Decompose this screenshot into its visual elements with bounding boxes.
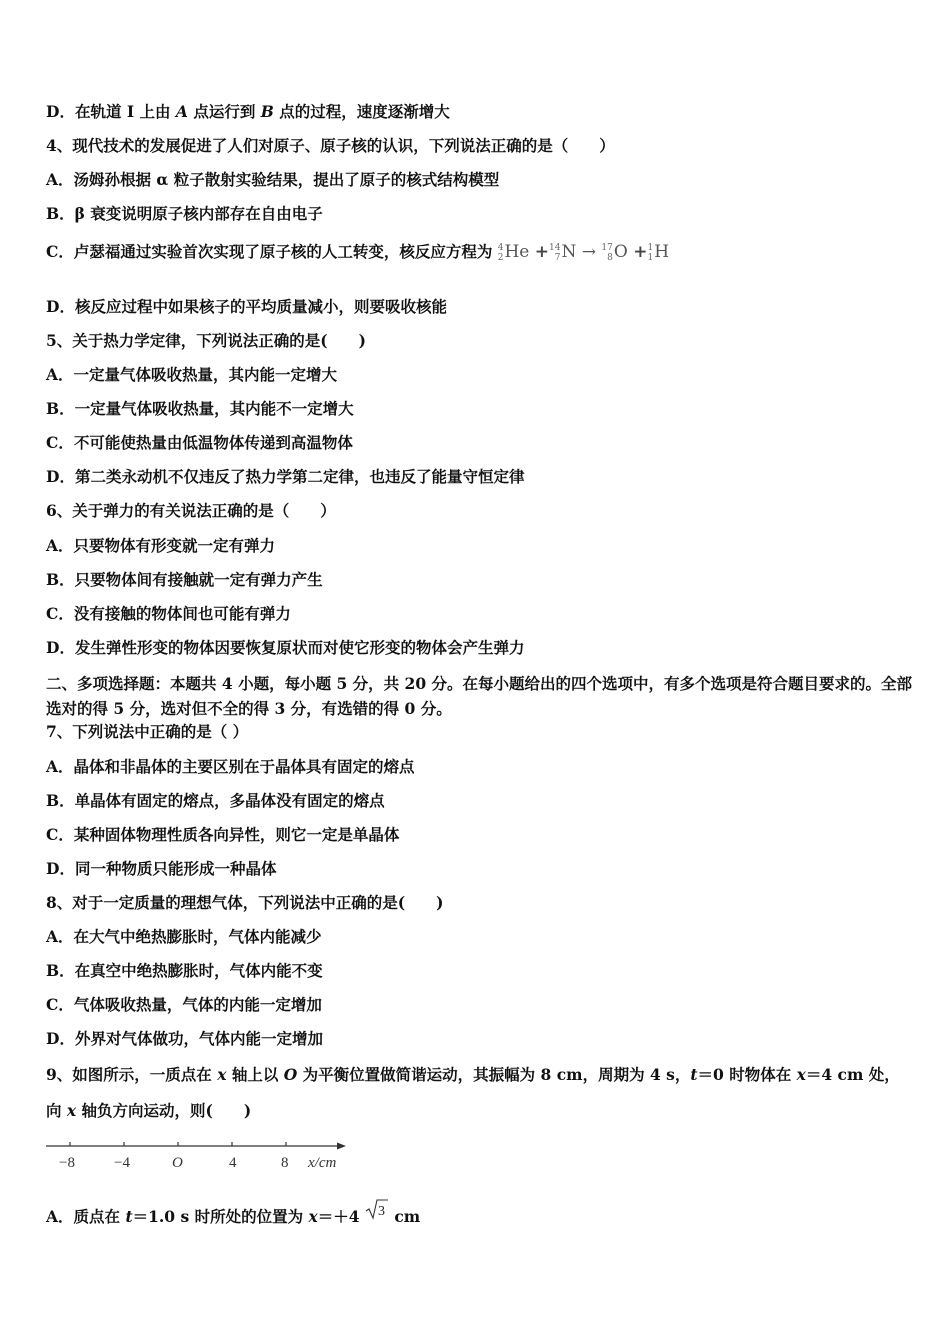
section-2-instructions: 二、多项选择题：本题共 4 小题，每小题 5 分，共 20 分。在每小题给出的四个选项中，有多个选项是符合题目要求的。全部选对的得 5 分，选对但不全的得 3 分，有选错的得 0 分。 <box>46 674 913 718</box>
axis-arrow <box>337 1143 346 1150</box>
q8-option-a: A．在大气中绝热膨胀时，气体内能减少 <box>46 927 322 946</box>
tick-label: 4 <box>229 1155 237 1171</box>
q6-option-b: B．只要物体间有接触就一定有弹力产生 <box>46 570 323 589</box>
tick-label: 8 <box>281 1155 289 1171</box>
q6-option-c: C．没有接触的物体间也可能有弹力 <box>46 604 291 623</box>
q4-option-a: A．汤姆孙根据 α 粒子散射实验结果，提出了原子的核式结构模型 <box>46 170 500 189</box>
option-d-orbit: D．在轨道 I 上由 A 点运行到 B 点的过程，速度逐渐增大 <box>46 102 450 121</box>
q8-option-b: B．在真空中绝热膨胀时，气体内能不变 <box>46 961 323 980</box>
tick-label-origin: O <box>172 1155 183 1171</box>
svg-text:3: 3 <box>377 1204 385 1219</box>
q5-option-c: C．不可能使热量由低温物体传递到高温物体 <box>46 433 353 452</box>
tick-label: −4 <box>114 1155 130 1171</box>
question-5: 5、关于热力学定律，下列说法正确的是( ) <box>46 331 366 350</box>
number-line-svg <box>44 1138 354 1178</box>
q4-option-c: C．卢瑟福通过实验首次实现了原子核的人工转变，核反应方程为 4 2 He + 14 7 N → 17 8 O + 1 1 H <box>46 242 670 263</box>
q5-option-b: B．一定量气体吸收热量，其内能不一定增大 <box>46 399 354 418</box>
nuclear-equation: 4 2 He + 14 7 N → 17 8 O + 1 1 H <box>497 242 670 263</box>
axis-unit-label: x/cm <box>308 1155 337 1171</box>
q7-option-d: D．同一种物质只能形成一种晶体 <box>46 859 277 878</box>
q5-option-a: A．一定量气体吸收热量，其内能一定增大 <box>46 365 338 384</box>
q7-option-c: C．某种固体物理性质各向异性，则它一定是单晶体 <box>46 825 400 844</box>
question-6: 6、关于弹力的有关说法正确的是（ ） <box>46 501 336 520</box>
q4-option-d: D．核反应过程中如果核子的平均质量减小，则要吸收核能 <box>46 297 447 316</box>
question-9-cont: 向 x 轴负方向运动，则( ) <box>46 1101 252 1120</box>
question-4: 4、现代技术的发展促进了人们对原子、原子核的认识，下列说法正确的是（ ） <box>46 136 615 155</box>
q7-option-b: B．单晶体有固定的熔点，多晶体没有固定的熔点 <box>46 791 385 810</box>
q9-option-a: A．质点在 t＝1.0 s 时所处的位置为 x＝＋4 3 cm <box>46 1207 420 1229</box>
q8-option-c: C．气体吸收热量，气体的内能一定增加 <box>46 995 322 1014</box>
question-7: 7、下列说法中正确的是（ ） <box>46 722 249 741</box>
q5-option-d: D．第二类永动机不仅违反了热力学第二定律，也违反了能量守恒定律 <box>46 467 525 486</box>
tick-label: −8 <box>59 1155 75 1171</box>
number-line-figure <box>44 1138 354 1178</box>
q6-option-d: D．发生弹性形变的物体因要恢复原状而对使它形变的物体会产生弹力 <box>46 638 525 657</box>
sqrt-symbol <box>365 1198 389 1220</box>
question-9: 9、如图所示，一质点在 x 轴上以 O 为平衡位置做简谐运动，其振幅为 8 cm，周期为 4 s，t＝0 时物体在 x＝4 cm 处， <box>46 1065 900 1084</box>
q8-option-d: D．外界对气体做功，气体内能一定增加 <box>46 1029 323 1048</box>
q7-option-a: A．晶体和非晶体的主要区别在于晶体具有固定的熔点 <box>46 757 415 776</box>
question-8: 8、对于一定质量的理想气体，下列说法中正确的是( ) <box>46 893 444 912</box>
q6-option-a: A．只要物体有形变就一定有弹力 <box>46 536 276 555</box>
q4-option-b: B．β 衰变说明原子核内部存在自由电子 <box>46 204 323 223</box>
